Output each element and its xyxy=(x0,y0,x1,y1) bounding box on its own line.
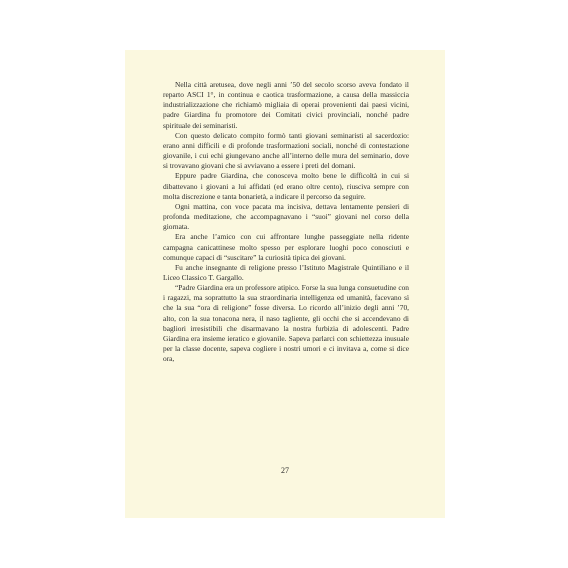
paragraph-5: Era anche l’amico con cui affrontare lunghe passeggiate nella ridente campagna canicattinese molto spesso per esplorare luoghi poco conosciuti e comunque capaci di “suscitare” la curiosità tipica dei giovani. xyxy=(163,232,409,262)
paragraph-7: “Padre Giardina era un professore atipico. Forse la sua lunga consuetudine con i ragazzi, ma soprattutto la sua straordinaria intelligenza ed umanità, facevano sì che la sua “ora di religione” fosse diversa. Lo ricordo all’inizio degli anni ’70, alto, con la sua tonacona nera, il naso tagliente, gli occhi che si accendevano di bagliori irresistibili che disarmavano la nostra furbizia di adolescenti. Padre Giardina era insieme ieratico e giovanile. Sapeva parlarci con schiettezza inusuale per la classe docente, sapeva cogliere i nostri umori e ci invitava a, come si dice ora, xyxy=(163,283,409,364)
page-body xyxy=(163,80,409,364)
page-number: 27 xyxy=(281,466,289,475)
paragraph-1: Nella città aretusea, dove negli anni ’50 del secolo scorso aveva fondato il reparto ASCI 1°, in continua e caotica trasformazione, a causa della massiccia industrializzazione che richiamò migliaia di operai provenienti dai paesi vicini, padre Giardina fu promotore dei Comitati civici provinciali, nonché padre spirituale dei seminaristi. xyxy=(163,80,409,130)
paragraph-6: Fu anche insegnante di religione presso l’Istituto Magistrale Quintiliano e il Liceo Classico T. Gargallo. xyxy=(163,262,409,282)
book-page xyxy=(125,50,445,518)
paragraph-4: Ogni mattina, con voce pacata ma incisiva, dettava lentamente pensieri di profonda meditazione, che accompagnavano i “suoi” giovani nel corso della giornata. xyxy=(163,201,409,232)
paragraph-2: Con questo delicato compito formò tanti giovani seminaristi al sacerdozio: erano anni difficili e di profonde trasformazioni sociali, nonché di contestazione giovanile, i cui echi giungevano anche all’interno delle mura del seminario, dove si trovavano giovani che si avviavano a essere i preti del domani. xyxy=(163,130,409,171)
paragraph-3: Eppure padre Giardina, che conosceva molto bene le difficoltà in cui si dibattevano i giovani a lui affidati (ed erano oltre cento), riusciva sempre con molta discrezione e tanta bonarietà, a indicare il percorso da seguire. xyxy=(163,171,409,201)
